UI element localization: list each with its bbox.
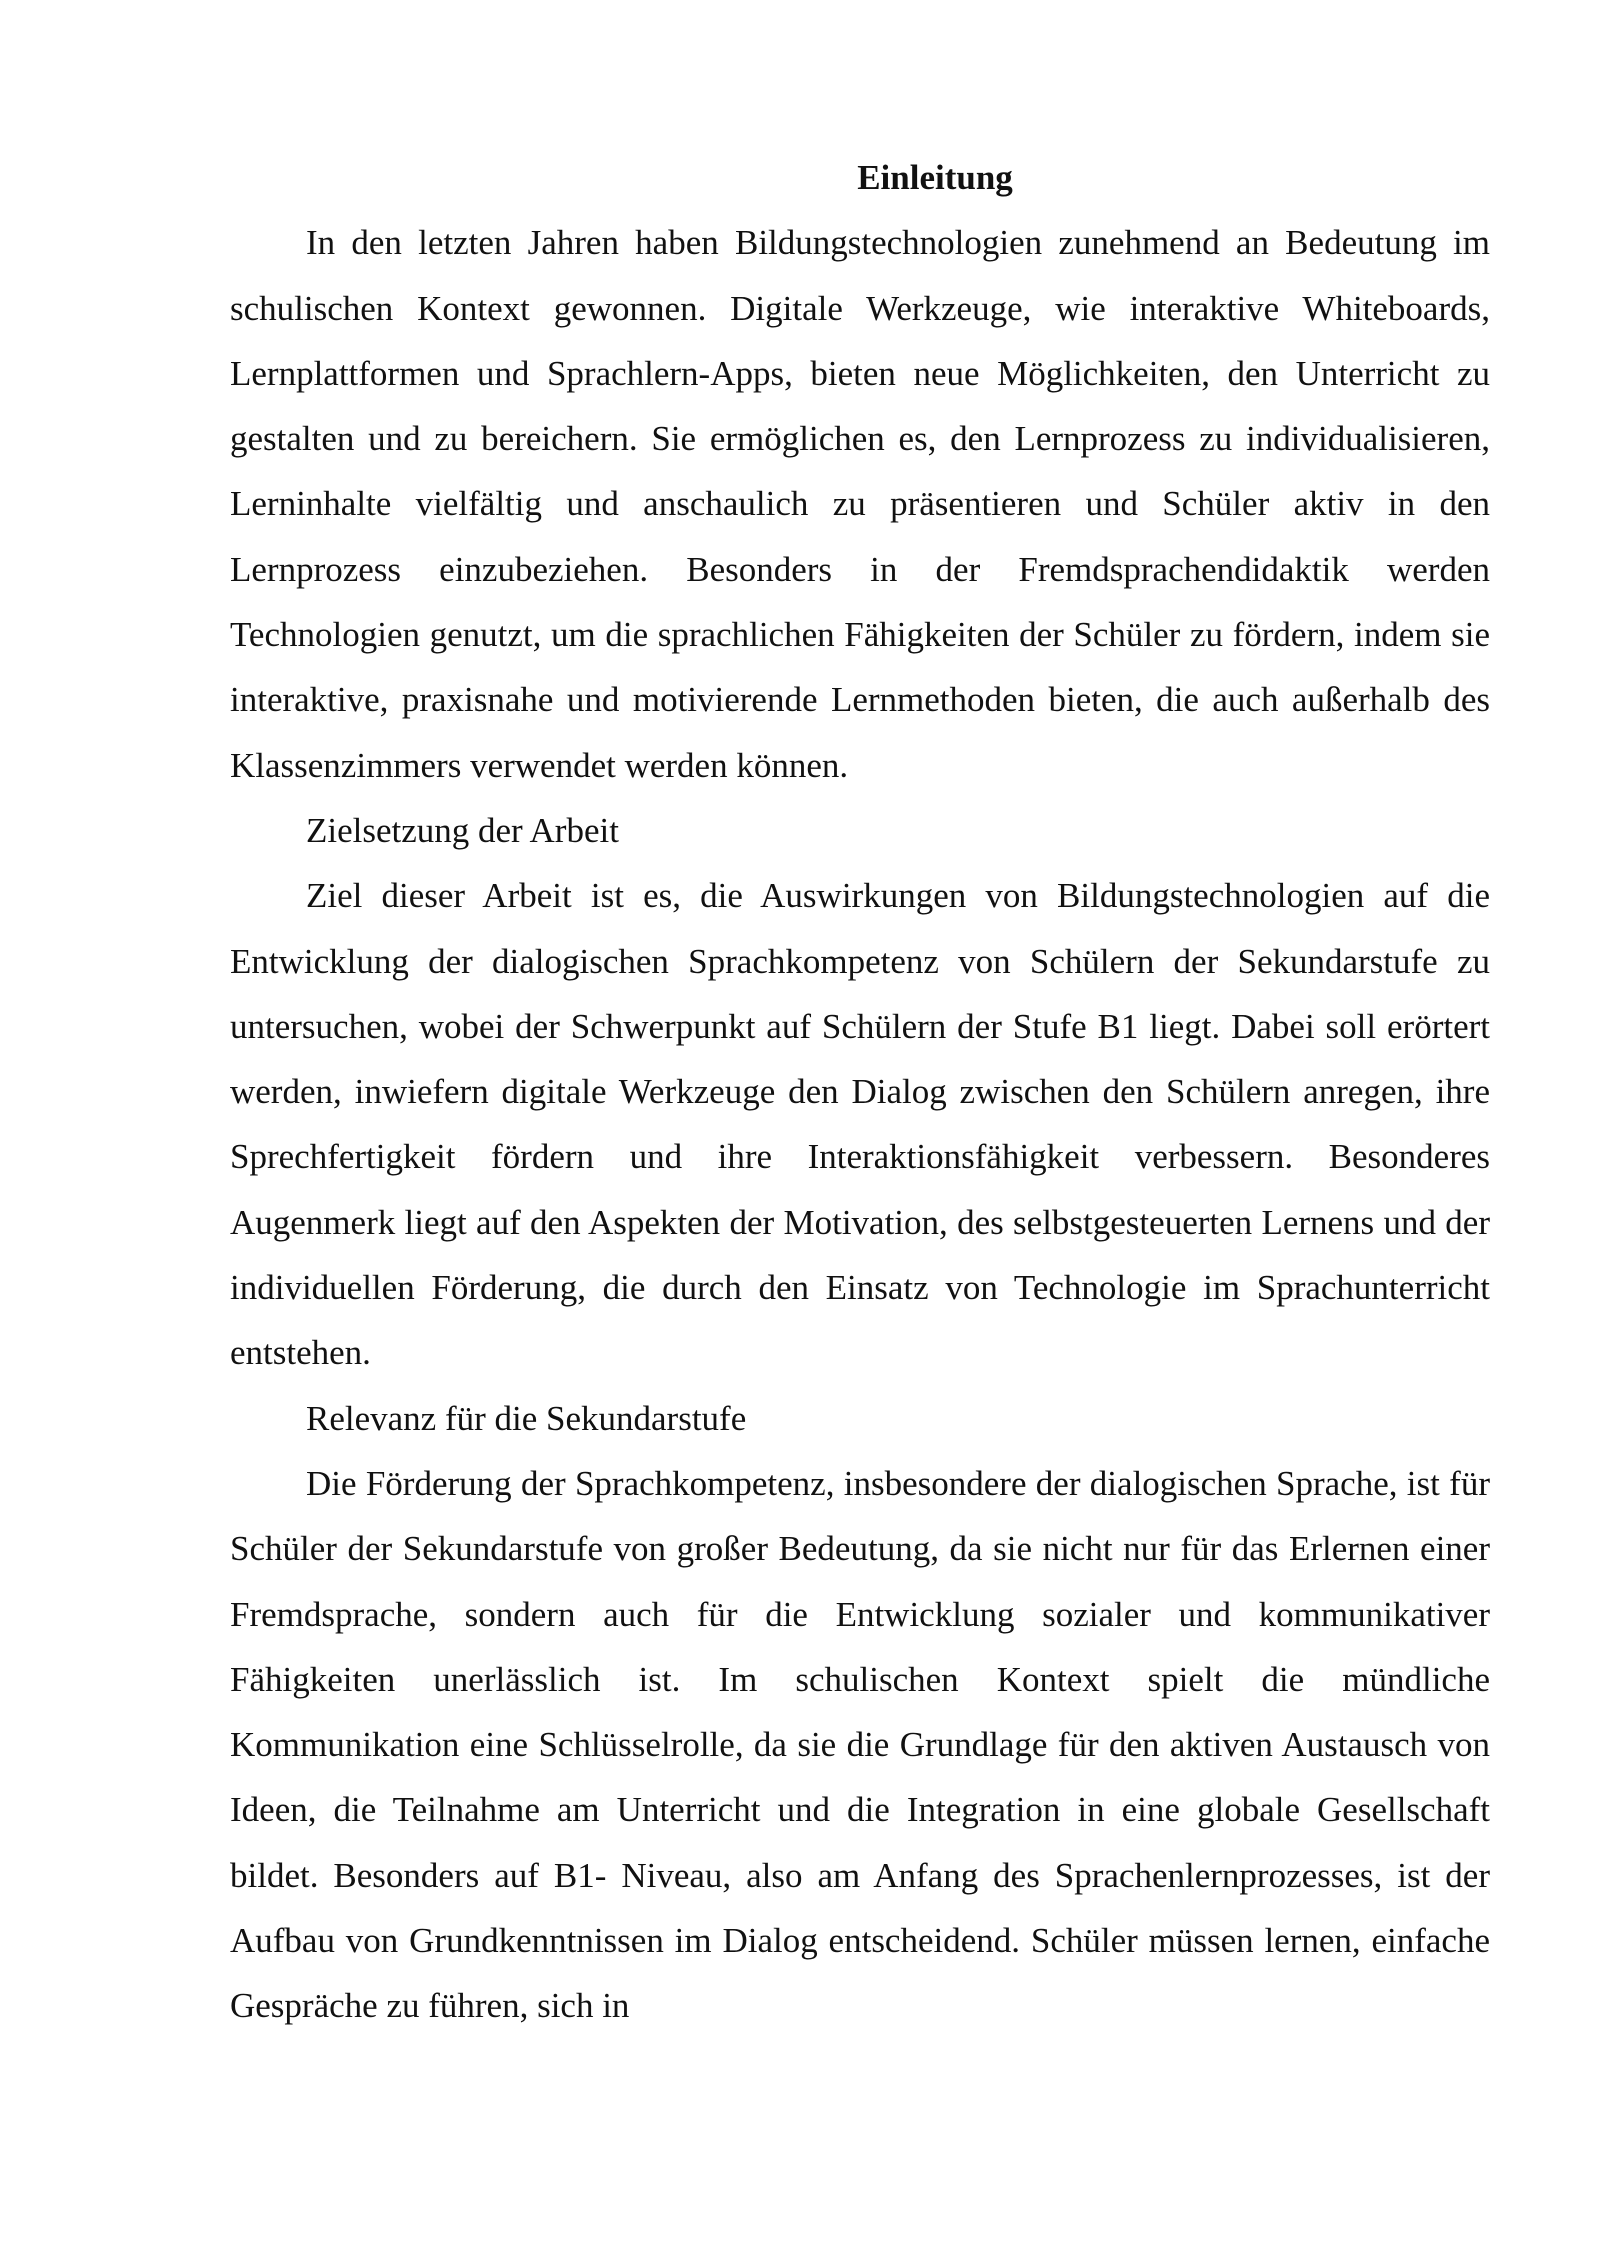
zielsetzung-paragraph: Ziel dieser Arbeit ist es, die Auswirkungen von Bildungstechnologien auf die Entwicklung der dialogischen Sprachkompetenz von Schülern der Sekundarstufe zu untersuchen, wobei der Schwerpunkt auf Schülern der Stufe B1 liegt. Dabei soll erörtert werden, inwiefern digitale Werkzeuge den Dialog zwischen den Schülern anregen, ihre Sprechfertigkeit fördern und ihre Interaktionsfähigkeit verbessern. Besonderes Augenmerk liegt auf den Aspekten der Motivation, des selbstgesteuerten Lernens und der individuellen Förderung, die durch den Einsatz von Technologie im Sprachunterricht entstehen. bbox=[230, 876, 1490, 1373]
section-heading-relevanz: Relevanz für die Sekundarstufe bbox=[306, 1398, 747, 1438]
page-title: Einleitung bbox=[857, 158, 1013, 197]
intro-paragraph: In den letzten Jahren haben Bildungstechnologien zunehmend an Bedeutung im schulischen Kontext gewonnen. Digitale Werkzeuge, wie interaktive Whiteboards, Lernplattformen und Sprachlern-Apps, bieten neue Möglichkeiten, den Unterricht zu gestalten und zu bereichern. Sie ermöglichen es, den Lernprozess zu individualisieren, Lerninhalte vielfältig und anschaulich zu präsentieren und Schüler aktiv in den Lernprozess einzubeziehen. Besonders in der Fremdsprachendidaktik werden Technologien genutzt, um die sprachlichen Fähigkeiten der Schüler zu fördern, indem sie interaktive, praxisnahe und motivierende Lernmethoden bieten, die auch außerhalb des Klassenzimmers verwendet werden können. bbox=[230, 223, 1490, 785]
document-body bbox=[230, 145, 1490, 2039]
relevanz-paragraph: Die Förderung der Sprachkompetenz, insbesondere der dialogischen Sprache, ist für Schüler der Sekundarstufe von großer Bedeutung, da sie nicht nur für das Erlernen einer Fremdsprache, sondern auch für die Entwicklung sozialer und kommunikativer Fähigkeiten unerlässlich ist. Im schulischen Kontext spielt die mündliche Kommunikation eine Schlüsselrolle, da sie die Grundlage für den aktiven Austausch von Ideen, die Teilnahme am Unterricht und die Integration in eine globale Gesellschaft bildet. Besonders auf B1- Niveau, also am Anfang des Sprachenlernprozesses, ist der Aufbau von Grundkenntnissen im Dialog entscheidend. Schüler müssen lernen, einfache Gespräche zu führen, sich in bbox=[230, 1463, 1490, 2026]
section-heading-zielsetzung: Zielsetzung der Arbeit bbox=[306, 810, 619, 850]
